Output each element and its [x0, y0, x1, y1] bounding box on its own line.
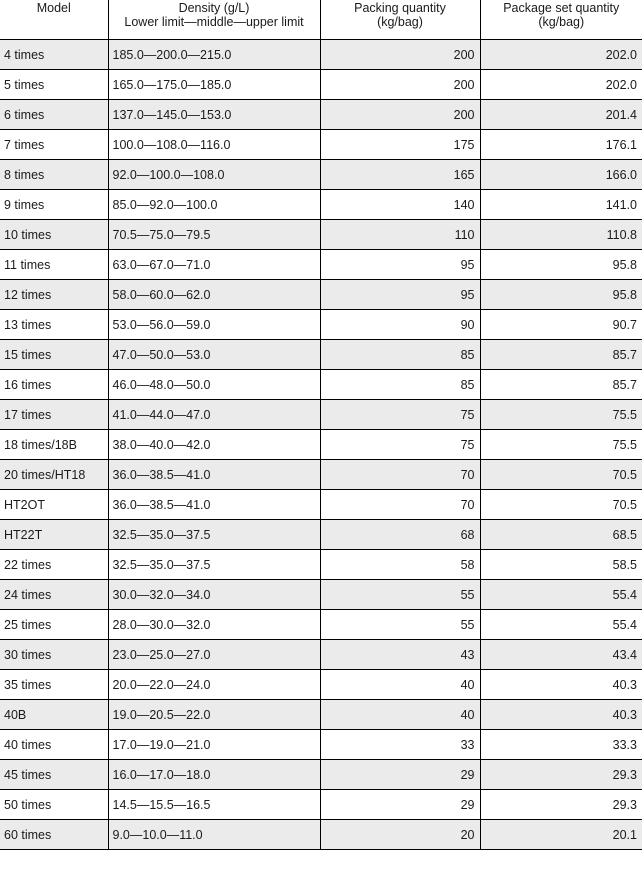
package-set-quantity-cell: 40.3	[480, 700, 642, 730]
density-cell: 23.0—25.0—27.0	[108, 640, 320, 670]
density-cell: 16.0—17.0—18.0	[108, 760, 320, 790]
density-cell: 185.0—200.0—215.0	[108, 40, 320, 70]
model-cell: 12 times	[0, 280, 108, 310]
header-packing	[320, 0, 480, 40]
packing-quantity-cell: 200	[320, 70, 480, 100]
table-row	[0, 190, 642, 220]
model-cell: 22 times	[0, 550, 108, 580]
packing-quantity-cell: 68	[320, 520, 480, 550]
package-set-quantity-cell: 55.4	[480, 610, 642, 640]
package-set-quantity-cell: 40.3	[480, 670, 642, 700]
density-cell: 28.0—30.0—32.0	[108, 610, 320, 640]
packing-quantity-cell: 43	[320, 640, 480, 670]
model-cell: 15 times	[0, 340, 108, 370]
density-cell: 30.0—32.0—34.0	[108, 580, 320, 610]
density-cell: 92.0—100.0—108.0	[108, 160, 320, 190]
table-row	[0, 460, 642, 490]
table-row	[0, 700, 642, 730]
density-cell: 165.0—175.0—185.0	[108, 70, 320, 100]
header-density-line2: Lower limit—middle—upper limit	[124, 15, 304, 29]
packing-quantity-cell: 40	[320, 670, 480, 700]
density-cell: 70.5—75.0—79.5	[108, 220, 320, 250]
model-cell: 40B	[0, 700, 108, 730]
package-set-quantity-cell: 29.3	[480, 760, 642, 790]
package-set-quantity-cell: 58.5	[480, 550, 642, 580]
header-set	[480, 0, 642, 40]
table-body	[0, 40, 642, 850]
model-cell: 10 times	[0, 220, 108, 250]
packing-quantity-cell: 70	[320, 490, 480, 520]
header-packing-line1: Packing quantity	[354, 1, 446, 15]
density-cell: 32.5—35.0—37.5	[108, 520, 320, 550]
packing-quantity-cell: 95	[320, 250, 480, 280]
table-row	[0, 220, 642, 250]
density-cell: 14.5—15.5—16.5	[108, 790, 320, 820]
model-cell: 20 times/HT18	[0, 460, 108, 490]
density-cell: 63.0—67.0—71.0	[108, 250, 320, 280]
packing-quantity-cell: 40	[320, 700, 480, 730]
header-packing-line2: (kg/bag)	[377, 15, 423, 29]
package-set-quantity-cell: 166.0	[480, 160, 642, 190]
density-cell: 46.0—48.0—50.0	[108, 370, 320, 400]
model-cell: 50 times	[0, 790, 108, 820]
table-row	[0, 250, 642, 280]
table-row	[0, 820, 642, 850]
model-cell: 4 times	[0, 40, 108, 70]
packing-quantity-cell: 55	[320, 580, 480, 610]
package-set-quantity-cell: 110.8	[480, 220, 642, 250]
table-row	[0, 370, 642, 400]
packing-quantity-cell: 140	[320, 190, 480, 220]
packing-quantity-cell: 175	[320, 130, 480, 160]
package-set-quantity-cell: 202.0	[480, 40, 642, 70]
header-density-line1: Density (g/L)	[178, 1, 250, 15]
density-cell: 9.0—10.0—11.0	[108, 820, 320, 850]
table-row	[0, 280, 642, 310]
model-cell: 45 times	[0, 760, 108, 790]
package-set-quantity-cell: 68.5	[480, 520, 642, 550]
density-cell: 36.0—38.5—41.0	[108, 490, 320, 520]
density-cell: 36.0—38.5—41.0	[108, 460, 320, 490]
header-set-line1: Package set quantity	[503, 1, 620, 15]
table-row	[0, 340, 642, 370]
package-set-quantity-cell: 201.4	[480, 100, 642, 130]
density-cell: 58.0—60.0—62.0	[108, 280, 320, 310]
model-cell: 30 times	[0, 640, 108, 670]
header-set-line2: (kg/bag)	[538, 15, 585, 29]
model-cell: 9 times	[0, 190, 108, 220]
table-row	[0, 610, 642, 640]
packing-quantity-cell: 70	[320, 460, 480, 490]
model-cell: 7 times	[0, 130, 108, 160]
table-row	[0, 430, 642, 460]
model-cell: 40 times	[0, 730, 108, 760]
packing-quantity-cell: 110	[320, 220, 480, 250]
packing-quantity-cell: 29	[320, 760, 480, 790]
model-cell: 17 times	[0, 400, 108, 430]
table-row	[0, 400, 642, 430]
table-row	[0, 550, 642, 580]
package-set-quantity-cell: 55.4	[480, 580, 642, 610]
table-row	[0, 40, 642, 70]
model-cell: 18 times/18B	[0, 430, 108, 460]
model-cell: 5 times	[0, 70, 108, 100]
table-row	[0, 490, 642, 520]
packing-quantity-cell: 95	[320, 280, 480, 310]
package-set-quantity-cell: 70.5	[480, 490, 642, 520]
density-cell: 38.0—40.0—42.0	[108, 430, 320, 460]
packing-quantity-cell: 20	[320, 820, 480, 850]
table-row	[0, 790, 642, 820]
density-cell: 47.0—50.0—53.0	[108, 340, 320, 370]
packing-quantity-cell: 55	[320, 610, 480, 640]
density-cell: 137.0—145.0—153.0	[108, 100, 320, 130]
package-set-quantity-cell: 85.7	[480, 340, 642, 370]
package-set-quantity-cell: 95.8	[480, 250, 642, 280]
packing-quantity-cell: 58	[320, 550, 480, 580]
package-set-quantity-cell: 95.8	[480, 280, 642, 310]
table-row	[0, 760, 642, 790]
packing-quantity-cell: 75	[320, 400, 480, 430]
packing-quantity-cell: 33	[320, 730, 480, 760]
packing-quantity-cell: 29	[320, 790, 480, 820]
table-row	[0, 130, 642, 160]
model-cell: 60 times	[0, 820, 108, 850]
density-cell: 20.0—22.0—24.0	[108, 670, 320, 700]
model-cell: 8 times	[0, 160, 108, 190]
packing-quantity-cell: 85	[320, 340, 480, 370]
package-set-quantity-cell: 90.7	[480, 310, 642, 340]
package-set-quantity-cell: 33.3	[480, 730, 642, 760]
model-cell: 25 times	[0, 610, 108, 640]
packing-quantity-cell: 75	[320, 430, 480, 460]
packing-quantity-cell: 200	[320, 100, 480, 130]
density-cell: 19.0—20.5—22.0	[108, 700, 320, 730]
header-model	[0, 0, 108, 40]
density-cell: 32.5—35.0—37.5	[108, 550, 320, 580]
package-set-quantity-cell: 43.4	[480, 640, 642, 670]
table-row	[0, 670, 642, 700]
package-set-quantity-cell: 75.5	[480, 400, 642, 430]
model-cell: 16 times	[0, 370, 108, 400]
package-set-quantity-cell: 176.1	[480, 130, 642, 160]
table-row	[0, 160, 642, 190]
model-cell: 13 times	[0, 310, 108, 340]
packing-quantity-cell: 165	[320, 160, 480, 190]
header-density	[108, 0, 320, 40]
table-row	[0, 100, 642, 130]
model-cell: 35 times	[0, 670, 108, 700]
table-row	[0, 580, 642, 610]
model-cell: HT22T	[0, 520, 108, 550]
model-cell: HT2OT	[0, 490, 108, 520]
table-row	[0, 640, 642, 670]
density-cell: 53.0—56.0—59.0	[108, 310, 320, 340]
header-row	[0, 0, 642, 40]
model-cell: 6 times	[0, 100, 108, 130]
header-model-label: Model	[36, 1, 71, 15]
model-cell: 24 times	[0, 580, 108, 610]
density-cell: 41.0—44.0—47.0	[108, 400, 320, 430]
packing-quantity-cell: 90	[320, 310, 480, 340]
package-set-quantity-cell: 75.5	[480, 430, 642, 460]
density-cell: 85.0—92.0—100.0	[108, 190, 320, 220]
density-cell: 100.0—108.0—116.0	[108, 130, 320, 160]
package-set-quantity-cell: 202.0	[480, 70, 642, 100]
package-set-quantity-cell: 70.5	[480, 460, 642, 490]
table-row	[0, 730, 642, 760]
model-cell: 11 times	[0, 250, 108, 280]
density-cell: 17.0—19.0—21.0	[108, 730, 320, 760]
package-set-quantity-cell: 20.1	[480, 820, 642, 850]
package-set-quantity-cell: 85.7	[480, 370, 642, 400]
packing-quantity-cell: 85	[320, 370, 480, 400]
table-row	[0, 520, 642, 550]
package-set-quantity-cell: 29.3	[480, 790, 642, 820]
package-set-quantity-cell: 141.0	[480, 190, 642, 220]
packing-quantity-cell: 200	[320, 40, 480, 70]
table-row	[0, 310, 642, 340]
table-row	[0, 70, 642, 100]
